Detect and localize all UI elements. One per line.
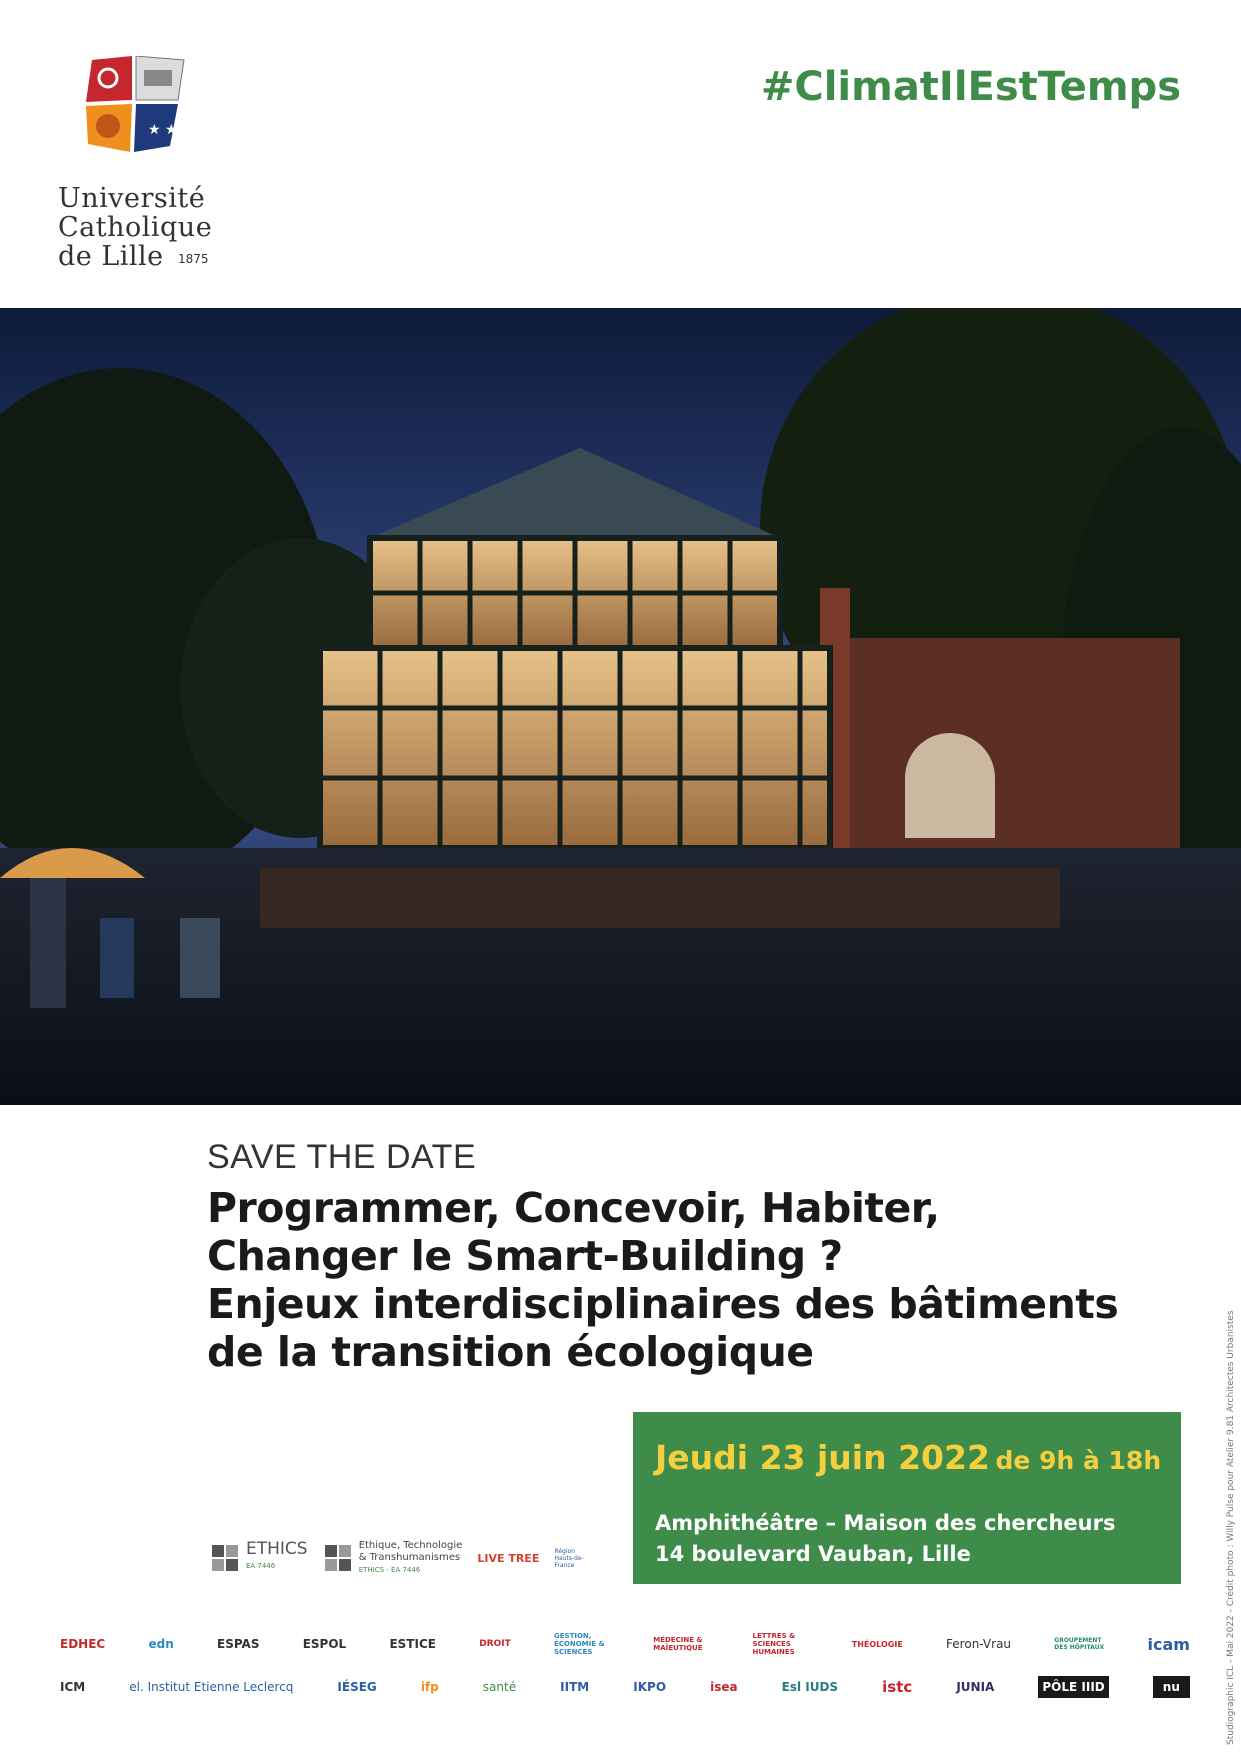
event-title-line: Programmer, Concevoir, Habiter,	[207, 1184, 940, 1232]
crest-icon	[210, 1543, 240, 1573]
event-title	[207, 1184, 1207, 1376]
ett-label	[359, 1540, 463, 1576]
partner-logo: el. Institut Etienne Leclercq	[129, 1680, 294, 1694]
founding-year: 1875	[178, 252, 209, 266]
venue-address: 14 boulevard Vauban, Lille	[655, 1542, 971, 1566]
partner-logo: IKPO	[633, 1680, 667, 1694]
event-time: de 9h à 18h	[995, 1446, 1162, 1475]
partner-logo: LETTRES & SCIENCES HUMAINES	[752, 1632, 796, 1656]
event-date: Jeudi 23 juin 2022	[655, 1438, 990, 1477]
ethics-label	[246, 1541, 308, 1575]
event-title-line: Changer le Smart-Building ?	[207, 1232, 843, 1280]
partner-logo: istc	[882, 1678, 913, 1696]
partner-logo: isea	[710, 1680, 738, 1694]
partners-row-2	[60, 1676, 1190, 1698]
save-the-date-label: SAVE THE DATE	[207, 1138, 477, 1176]
event-title-line: Enjeux interdisciplinaires des bâtiments	[207, 1280, 1119, 1328]
partner-logo: ESPAS	[217, 1637, 260, 1651]
partner-logo: GESTION, ÉCONOMIE & SCIENCES	[554, 1632, 605, 1656]
partner-logo: edn	[148, 1637, 174, 1651]
region-logo	[554, 1548, 594, 1569]
ethics-name: ETHICS	[246, 1539, 308, 1559]
university-name-line: Université	[58, 183, 206, 214]
ett-line: Ethique, Technologie	[358, 1540, 463, 1551]
partners-row-1	[60, 1632, 1190, 1656]
partner-logo: ESPOL	[302, 1637, 347, 1651]
partner-logo: ICM	[60, 1680, 86, 1694]
region-label: Région Hauts-de-France	[554, 1547, 584, 1569]
event-date-time	[655, 1438, 1161, 1477]
partner-logo: ESTICE	[389, 1637, 436, 1651]
university-crest-icon	[78, 56, 188, 156]
ethics-sub: EA 7446	[246, 1562, 276, 1570]
ett-sub: ETHICS - EA 7446	[358, 1566, 421, 1574]
partner-logo: Esl IUDS	[781, 1680, 839, 1694]
university-name-line: de Lille	[58, 241, 164, 272]
greenhouse-night-photo	[0, 308, 1241, 1105]
live-tree-logo	[477, 1552, 539, 1565]
crest-icon	[323, 1543, 353, 1573]
partner-logo: nu	[1153, 1676, 1190, 1698]
ethics-logo	[210, 1541, 308, 1575]
partner-logo: IÉSEG	[337, 1680, 377, 1694]
partner-logo: ifp	[420, 1680, 439, 1694]
ett-logo	[323, 1540, 463, 1576]
partner-logo: icam	[1147, 1634, 1190, 1654]
partner-logo: MÉDECINE & MAÏEUTIQUE	[653, 1636, 703, 1652]
event-info-box	[633, 1412, 1181, 1584]
partner-logo: JUNIA	[956, 1680, 995, 1694]
partner-logo: THÉOLOGIE	[851, 1639, 903, 1649]
partner-logo: GROUPEMENT DES HÔPITAUX	[1054, 1637, 1105, 1651]
partner-logo: EDHEC	[60, 1637, 106, 1651]
hashtag: #ClimatIlEstTemps	[760, 64, 1181, 110]
partner-logo: Feron-Vrau	[946, 1637, 1012, 1651]
ett-line: & Transhumanismes	[358, 1552, 461, 1563]
university-name-line: Catholique	[58, 212, 213, 243]
partner-logo: DROIT	[479, 1639, 511, 1649]
venue-name: Amphithéâtre – Maison des chercheurs	[655, 1511, 1116, 1535]
organizer-logos	[210, 1540, 620, 1586]
partner-logo: PÔLE IIID	[1038, 1676, 1108, 1698]
event-title-line: de la transition écologique	[207, 1328, 814, 1376]
partner-logo: santé	[482, 1680, 517, 1694]
event-venue	[655, 1508, 1115, 1570]
photo-credit: Studiographic ICL - Mai 2022 - Crédit photo : Willy Pulse pour Atelier 9.81 Architectes Urbanistes	[1226, 1310, 1236, 1745]
svg-text:★ ★: ★ ★	[148, 122, 178, 138]
partner-logo: IITM	[560, 1680, 590, 1694]
live-tree-label: LIVE TREE	[477, 1551, 540, 1565]
university-logo	[58, 56, 248, 276]
